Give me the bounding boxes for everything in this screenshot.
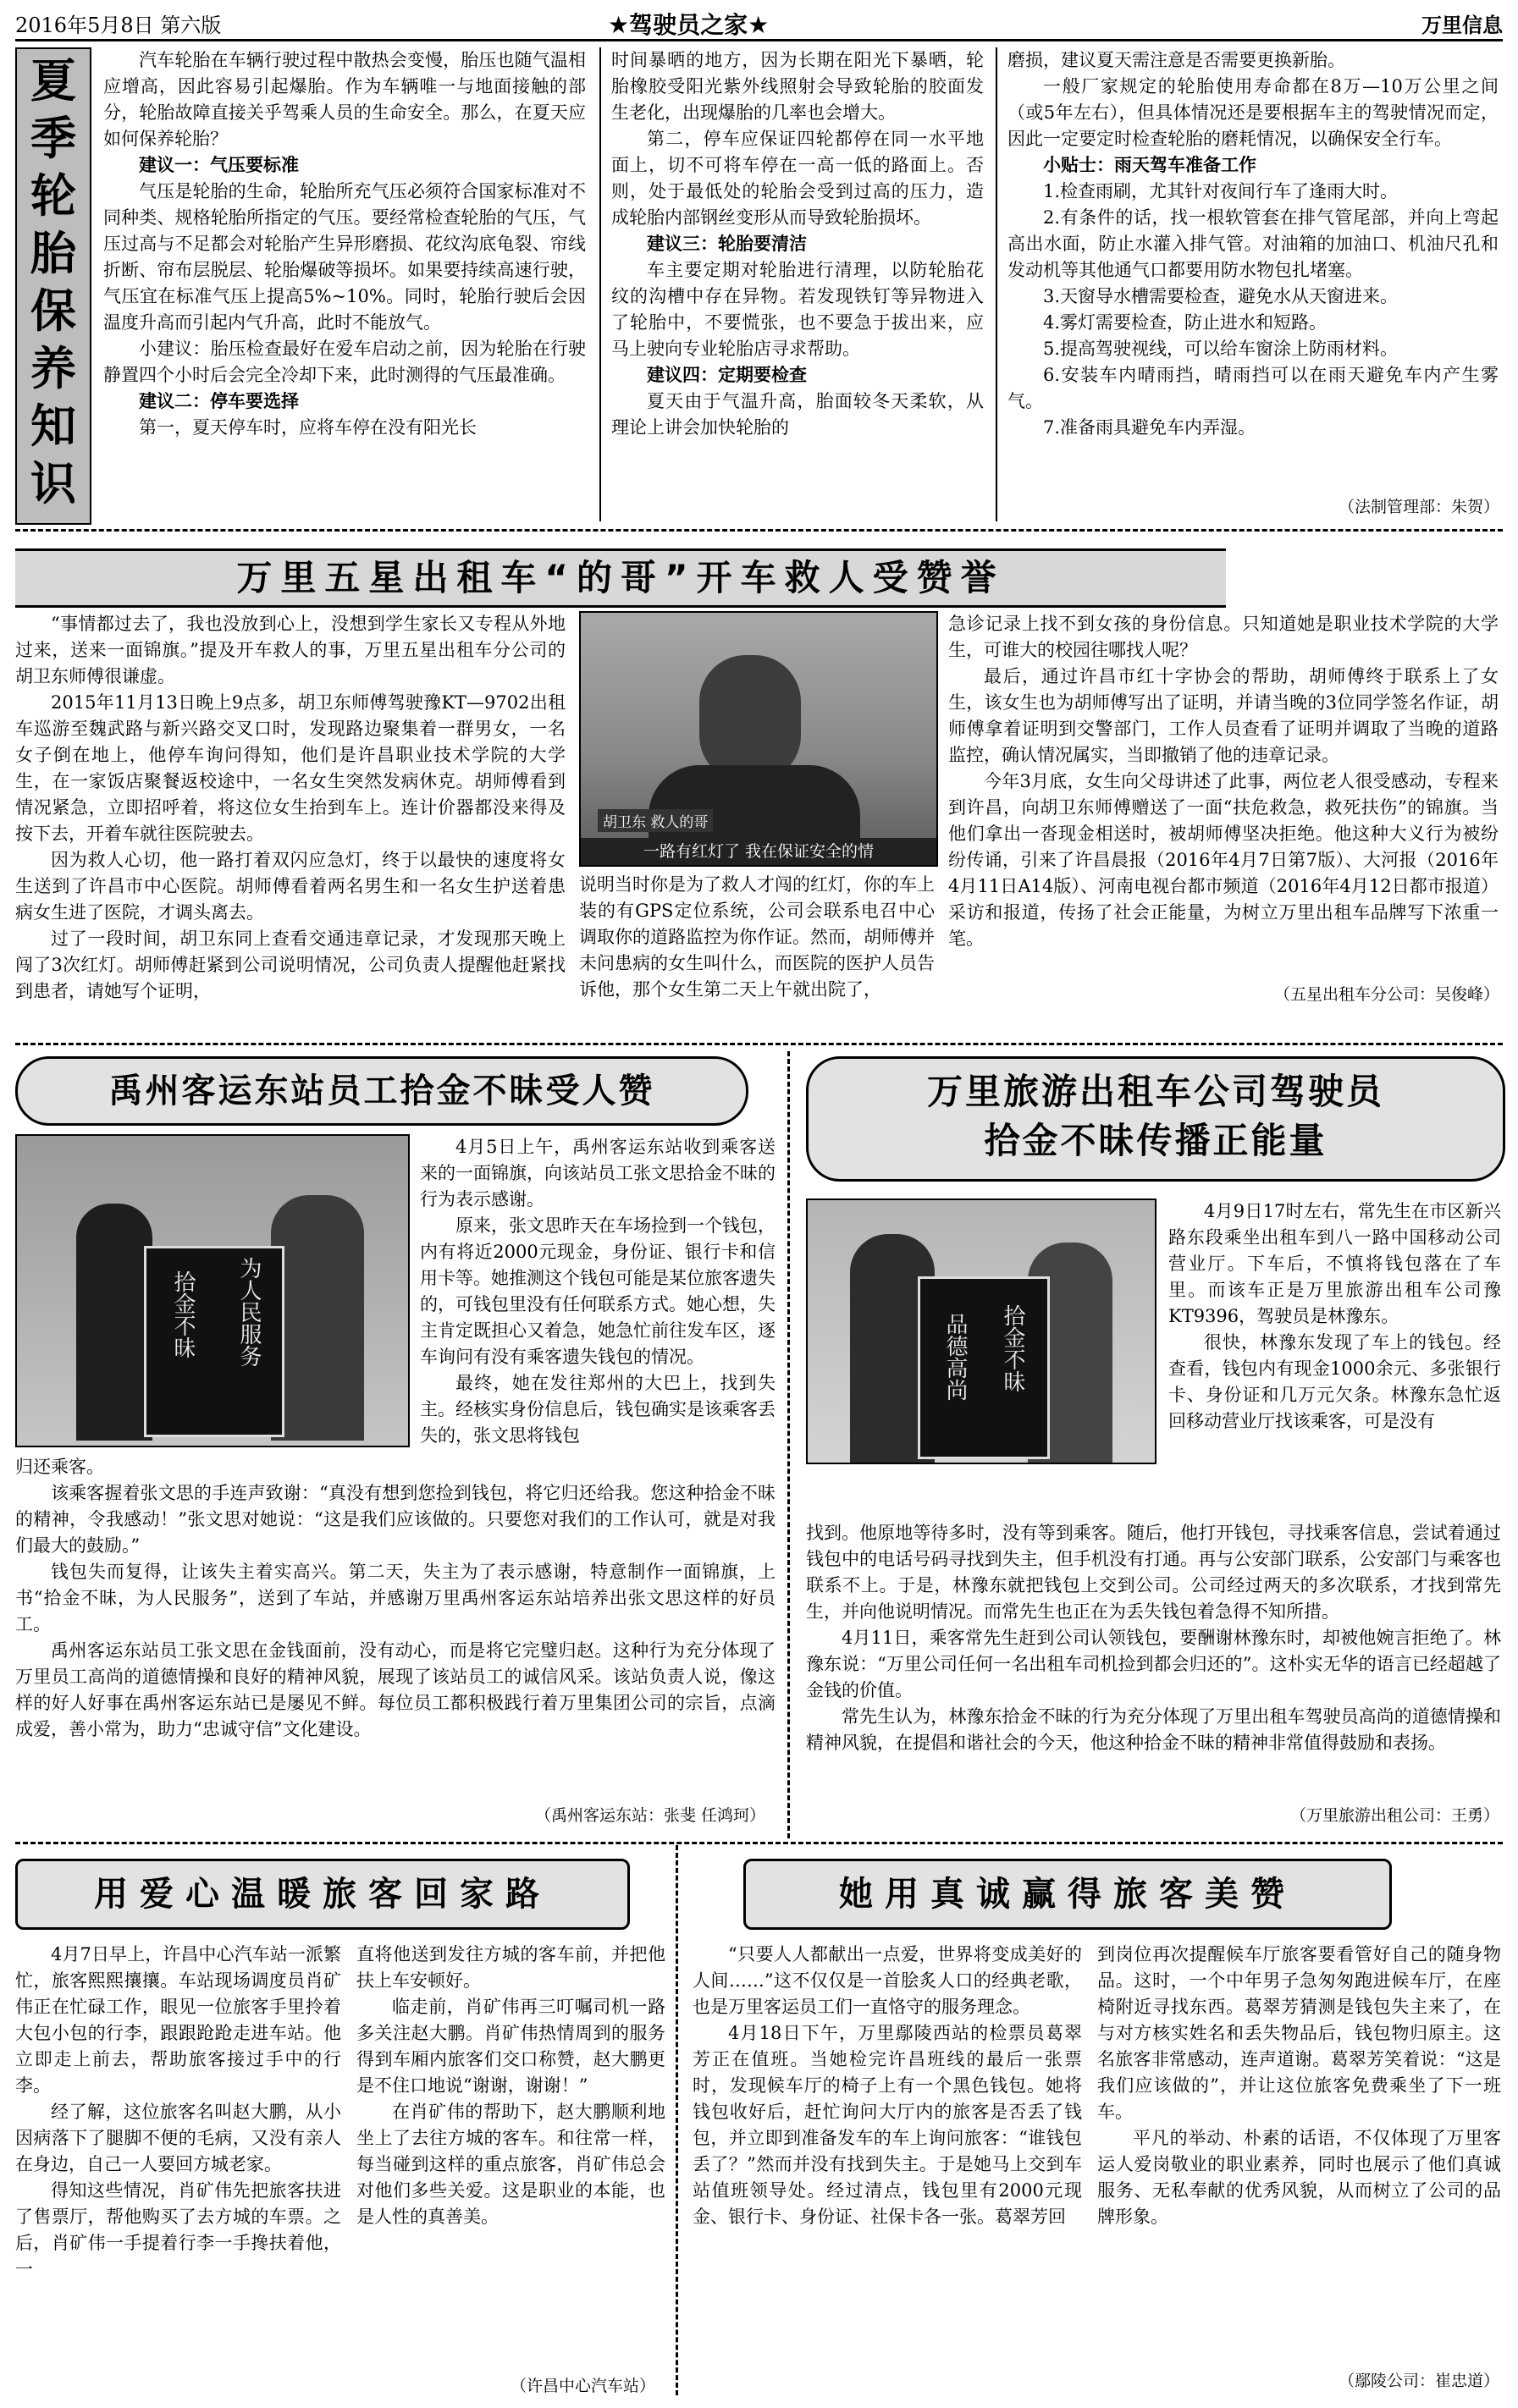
paragraph: 一般厂家规定的轮胎使用寿命都在8万—10万公里之间（或5年左右），但具体情况还是要根据车主的驾驶情况而定，因此一定要定时检查轮胎的磨耗情况，以确保安全行车。	[1007, 76, 1499, 149]
article4-title-line2: 拾金不昧传播正能量	[984, 1120, 1328, 1161]
paragraph: 平凡的举动、朴素的话语，不仅体现了万里客运人爱岗敬业的职业素养，同时也展示了他们真诚服务、无私奉献的优秀风貌，从而树立了公司的品牌形象。	[1097, 2128, 1501, 2227]
paragraph: 因为救人心切，他一路打着双闪应急灯，终于以最快的速度将女生送到了许昌市中心医院。胡师傅看着两名男生和一名女生护送着患病女生进了医院，才调头离去。	[15, 850, 566, 923]
article-yuzhou-station	[15, 1056, 777, 1825]
paragraph: 最终，她在发往郑州的大巴上，找到失主。经核实身份信息后，钱包确实是该乘客丢失的，张文思将钱包	[420, 1373, 776, 1446]
article6-col1	[693, 1942, 1082, 2230]
article6-title-banner	[743, 1859, 1392, 1930]
paragraph: 直将他送到发往方城的客车前，并把他扶上车安顿好。	[356, 1944, 665, 1991]
pennant-text-left: 品德高尚	[942, 1313, 968, 1401]
paragraph: “事情都过去了，我也没放到心上，没想到学生家长又专程从外地过来，送来一面锦旗。”提及开车救人的事，万里五星出租车分公司的胡卫东师傅很谦虚。	[15, 614, 566, 686]
paragraph: 找到。他原地等待多时，没有等到乘客。随后，他打开钱包，寻找乘客信息，尝试着通过钱包中的电话号码寻找到失主，但手机没有打通。再与公安部门联系，公安部门与乘客也联系不上。于是，林豫东就把钱包上交到公司。公司经过两天的多次联系，才找到常先生，并向他说明情况。而常先生也正在为丢失钱包着急得不知所措。	[806, 1523, 1501, 1622]
article3-body	[15, 1454, 776, 1743]
paragraph: 该乘客握着张文思的手连声致谢：“真没有想到您捡到钱包，将它归还给我。您这种拾金不昧的精神，令我感动！”张文思对她说：“这是我们应该做的。只要您对我们的工作认可，就是对我们最大的鼓励。”	[15, 1483, 776, 1556]
person-right-figure	[271, 1195, 364, 1441]
paragraph: 今年3月底，女生向父母讲述了此事，两位老人很受感动，专程来到许昌，向胡卫东师傅赠送了一面“扶危救急，救死扶伤”的锦旗。当他们拿出一沓现金相送时，被胡师傅坚决拒绝。他这种大义行为被纷纷传诵，引来了许昌晨报（2016年4月7日第7版）、大河报（2016年4月11日A14版）、河南电视台都市频道（2016年4月12日都市报道）采访和报道，传扬了社会正能量，为树立万里出租车品牌写下浓重一笔。	[948, 771, 1499, 949]
paragraph: 夏天由于气温升高，胎面较冬天柔软，从理论上讲会加快轮胎的	[611, 391, 984, 438]
article5-title: 用爱心温暖旅客回家路	[94, 1875, 551, 1914]
paragraph: 4月11日，乘客常先生赶到公司认领钱包，要酬谢林豫东时，却被他婉言拒绝了。林豫东说：“万里公司任何一名出租车司机捡到都会归还的”。这朴实无华的语言已经超越了金钱的价值。	[806, 1628, 1501, 1700]
paragraph: 4月7日早上，许昌中心汽车站一派繁忙，旅客熙熙攘攘。车站现场调度员肖矿伟正在忙碌工作，眼见一位旅客手里拎着大包小包的行李，跟跟跄跄走进车站。他立即走上前去，帮助旅客接过手中的行李。	[15, 1944, 341, 2096]
pennant-text-right: 为人民服务	[236, 1257, 262, 1367]
article5-title-banner	[15, 1859, 630, 1930]
section-divider-vertical-2	[676, 1845, 678, 2395]
paragraph: 4月18日下午，万里鄢陵西站的检票员葛翠芳正在值班。当她检完许昌班线的最后一张票时，发现候车厅的椅子上有一个黑色钱包。她将钱包收好后，赶忙询问大厅内的旅客是否丢了钱包，并立即到准备发车的车上询问旅客：“谁钱包丢了？”然而并没有找到失主。于是她马上交到车站值班领导处。经过清点，钱包里有2000元现金、银行卡、身份证、社保卡各一张。葛翠芳回	[693, 2023, 1082, 2227]
article3-col-right	[420, 1134, 776, 1449]
section-divider-2	[15, 1043, 1503, 1045]
paragraph: 禹州客运东站员工张文思在金钱面前，没有动心，而是将它完璧归赵。这种行为充分体现了万里员工高尚的道德情操和良好的精神风貌，展现了该站员工的诚信风采。该站负责人说，像这样的好人好事在禹州客运东站已是屡见不鲜。每位员工都积极践行着万里集团公司的宗旨，点滴成爱，善小常为，助力“忠诚守信”文化建设。	[15, 1640, 776, 1739]
article3-title: 禹州客运东站员工拾金不昧受人赞	[108, 1072, 655, 1110]
article4-body	[806, 1520, 1501, 1756]
paragraph: 7.准备雨具避免车内弄湿。	[1043, 417, 1256, 438]
paragraph: 在肖矿伟的帮助下，赵大鹏顺利地坐上了去往方城的客车。和往常一样，每当碰到这样的重点旅客，肖矿伟总会对他们多些关爱。这是职业的本能，也是人性的真善美。	[356, 2102, 665, 2227]
paragraph: 最后，通过许昌市红十字协会的帮助，胡师傅终于联系上了女生，该女生也为胡师傅写出了证明，并请当晚的3位同学签名作证，胡师傅拿着证明到交警部门，工作人员查看了证明并调取了当晚的道路监控，确认情况属实，当即撤销了他的违章记录。	[948, 666, 1499, 765]
article6-col2	[1097, 1942, 1501, 2230]
paragraph: “只要人人都献出一点爱，世界将变成美好的人间……”这不仅仅是一首脍炙人口的经典老歌，也是万里客运员工们一直恪守的服务理念。	[693, 1944, 1082, 2017]
paragraph: 车主要定期对轮胎进行清理，以防轮胎花纹的沟槽中存在异物。若发现铁钉等异物进入了轮胎中，不要慌张，也不要急于拔出来，应马上驶向专业轮胎店寻求帮助。	[611, 260, 984, 359]
paragraph: 急诊记录上找不到女孩的身份信息。只知道她是职业技术学院的大学生，可谁大的校园往哪找人呢？	[948, 614, 1499, 660]
person-left-figure	[76, 1204, 152, 1441]
title-char: 季	[30, 112, 76, 165]
article-caring-passenger	[15, 1859, 667, 2400]
pennant-text-right: 拾金不昧	[1000, 1304, 1025, 1392]
subheading: 建议一：气压要标准	[139, 155, 299, 175]
article5-col1	[15, 1942, 341, 2283]
paragraph: 4月5日上午，禹州客运东站收到乘客送来的一面锦旗，向该站员工张文思拾金不昧的行为表示感谢。	[420, 1137, 776, 1210]
title-char: 夏	[30, 54, 76, 107]
paragraph: 很快，林豫东发现了车上的钱包。经查看，钱包内有现金1000余元、多张银行卡、身份证和几万元欠条。林豫东急忙返回移动营业厅找该乘客，可是没有	[1168, 1332, 1501, 1431]
header-brand: 万里信息	[1421, 13, 1503, 37]
title-char: 养	[30, 342, 76, 395]
photo-caption-strip: 一路有红灯了 我在保证安全的情	[581, 838, 936, 865]
subheading: 建议四：定期要检查	[647, 365, 807, 385]
title-char: 知	[30, 399, 76, 453]
subheading: 建议二：停车要选择	[139, 391, 299, 411]
paragraph: 临走前，肖矿伟再三叮嘱司机一路多关注赵大鹏。肖矿伟热情周到的服务得到车厢内旅客们交口称赞，赵大鹏更是不住口地说“谢谢，谢谢！”	[356, 1997, 665, 2096]
article3-title-banner	[15, 1056, 748, 1126]
article1-title-chars	[17, 49, 90, 513]
article4-title-banner	[806, 1056, 1505, 1182]
subheading: 小贴士：雨天驾车准备工作	[1043, 155, 1256, 175]
article-tourism-taxi	[806, 1056, 1503, 1825]
paragraph: 小建议：胎压检查最好在爱车启动之前，因为轮胎在行驶静置四个小时后会完全冷却下来，此时测得的气压最准确。	[103, 339, 586, 385]
paragraph: 2.有条件的话，找一根软管套在排气管尾部，并向上弯起高出水面，防止水灌入排气管。对油箱的加油口、机油尺孔和发动机等其他通气口都要用防水物包扎堵塞。	[1007, 207, 1499, 280]
article4-photo	[806, 1198, 1156, 1464]
paragraph: 6.安装车内晴雨挡，晴雨挡可以在雨天避免车内产生雾气。	[1007, 365, 1499, 411]
paragraph: 磨损，建议夏天需注意是否需要更换新胎。	[1007, 50, 1345, 70]
paragraph: 4月9日17时左右，常先生在市区新兴路东段乘坐出租车到八一路中国移动公司营业厅。下车后，不慎将钱包落在了车里。而该车正是万里旅游出租车公司豫KT9396，驾驶员是林豫东。	[1168, 1201, 1501, 1326]
article-summer-tire	[15, 47, 1503, 521]
paragraph: 汽车轮胎在车辆行驶过程中散热会变慢，胎压也随气温相应增高，因此容易引起爆胎。作为车辆唯一与地面接触的部分，轮胎故障直接关乎驾乘人员的生命安全。那么，在夏天应如何保养轮胎？	[103, 50, 586, 149]
article1-divider-2	[996, 47, 997, 521]
article2-title-banner	[15, 548, 1226, 608]
title-char: 识	[30, 457, 76, 510]
photo-caption-tag: 胡卫东 救人的哥	[598, 809, 713, 832]
article-taxi-rescue	[15, 611, 1503, 1051]
article1-title-vertical	[15, 47, 91, 525]
article1-col2	[611, 47, 984, 441]
article6-title: 她用真诚赢得旅客美赞	[839, 1875, 1296, 1914]
article2-signature: （五星出租车分公司：吴俊峰）	[1273, 985, 1499, 1004]
article2-col3	[948, 611, 1499, 952]
article4-col-right	[1168, 1198, 1501, 1435]
title-char: 保	[30, 284, 76, 338]
paragraph: 归还乘客。	[15, 1457, 104, 1477]
article1-signature: （法制管理部：朱贺）	[1338, 498, 1499, 516]
section-divider-1	[15, 529, 1503, 532]
article1-col3	[1007, 47, 1499, 441]
article1-divider-1	[599, 47, 601, 521]
paragraph: 到岗位再次提醒候车厅旅客要看管好自己的随身物品。这时，一个中年男子急匆匆跑进候车厅，在座椅附近寻找东西。葛翠芳猜测是钱包失主来了，在与对方核实姓名和丢失物品后，钱包物归原主。这名旅客非常感动，连声道谢。葛翠芳笑着说：“这是我们应该做的”，并让这位旅客免费乘坐了下一班车。	[1097, 1944, 1501, 2122]
award-pennant	[144, 1246, 284, 1437]
paragraph: 气压是轮胎的生命，轮胎所充气压必须符合国家标准对不同种类、规格轮胎所指定的气压。要经常检查轮胎的气压，气压过高与不足都会对轮胎产生异形磨损、花纹沟底龟裂、帘线折断、帘布层脱层、轮胎爆破等损坏。如果要持续高速行驶，气压宜在标准气压上提高5%~10%。同时，轮胎行驶后会因温度升高而引起内气升高，此时不能放气。	[103, 181, 586, 333]
article5-col2	[356, 1942, 665, 2230]
article1-col1	[103, 47, 586, 441]
article4-signature: （万里旅游出租公司：王勇）	[1289, 1806, 1499, 1825]
article2-title: 万里五星出租车“的哥”开车救人受赞誉	[236, 557, 1005, 598]
article4-title-line1: 万里旅游出租车公司驾驶员	[926, 1071, 1384, 1112]
title-char: 胎	[30, 227, 76, 280]
page-header	[15, 3, 1503, 37]
paragraph: 原来，张文思昨天在车场捡到一个钱包，内有将近2000元现金，身份证、银行卡和信用卡等。她推测这个钱包可能是某位旅客遗失的，可钱包里没有任何联系方式。她心想，失主肯定既担心又着急，她急忙前往发车区，逐车询问有没有乘客遗失钱包的情况。	[420, 1215, 776, 1367]
paragraph: 常先生认为，林豫东拾金不昧的行为充分体现了万里出租车驾驶员高尚的道德情操和精神风貌，在提倡和谐社会的今天，他这种拾金不昧的精神非常值得鼓励和表扬。	[806, 1706, 1501, 1753]
paragraph: 1.检查雨刷，尤其针对夜间行车了逢雨大时。	[1043, 181, 1399, 201]
article2-col2	[579, 872, 935, 1003]
award-pennant	[918, 1276, 1050, 1459]
article5-signature: （许昌中心汽车站）	[510, 2377, 655, 2395]
paragraph: 过了一段时间，胡卫东同上查看交通违章记录，才发现那天晚上闯了3次红灯。胡师傅赶紧到公司说明情况，公司负责人提醒他赶紧找到患者，请她写个证明，	[15, 928, 566, 1001]
driver-photo-face	[699, 655, 801, 782]
article-sincere-service	[693, 1859, 1503, 2400]
section-divider-3	[15, 1842, 1503, 1844]
paragraph: 经了解，这位旅客名叫赵大鹏，从小因病落下了腿脚不便的毛病，又没有亲人在身边，自己一人要回方城老家。	[15, 2102, 341, 2174]
paragraph: 第二，停车应保证四轮都停在同一水平地面上，切不可将车停在一高一低的路面上。否则，处于最低处的轮胎会受到过高的压力，造成轮胎内部钢丝变形从而导致轮胎损坏。	[611, 129, 984, 228]
subheading: 建议三：轮胎要清洁	[647, 234, 807, 254]
section-divider-vertical	[787, 1051, 790, 1838]
article6-signature: （鄢陵公司：崔忠道）	[1338, 2372, 1499, 2390]
title-char: 轮	[30, 169, 76, 223]
paragraph: 得知这些情况，肖矿伟先把旅客扶进了售票厅，帮他购买了去方城的车票。之后，肖矿伟一手提着行李一手搀扶着他，一	[15, 2180, 341, 2279]
paragraph: 5.提高驾驶视线，可以给车窗涂上防雨材料。	[1043, 339, 1399, 359]
paragraph: 时间暴晒的地方，因为长期在阳光下暴晒，轮胎橡胶受阳光紫外线照射会导致轮胎的胶面发生老化，出现爆胎的几率也会增大。	[611, 50, 984, 123]
paragraph: 第一，夏天停车时，应将车停在没有阳光长	[139, 417, 477, 438]
article3-signature: （禹州客运东站：张斐 任鸿珂）	[534, 1806, 765, 1825]
article2-photo	[579, 611, 938, 867]
paragraph: 4.雾灯需要检查，防止进水和短路。	[1043, 312, 1328, 333]
header-date-page: 2016年5月8日 第六版	[15, 14, 222, 37]
pennant-text-left: 拾金不昧	[170, 1270, 196, 1358]
header-column-title: ★驾驶员之家★	[608, 11, 770, 39]
paragraph: 2015年11月13日晚上9点多，胡卫东师傅驾驶豫KT—9702出租车巡游至魏武路与新兴路交叉口时，发现路边聚集着一群男女，一名女子倒在地上，他停车询问得知，他们是许昌职业技术学院的大学生，在一家饭店聚餐返校途中，一名女生突然发病休克。胡师傅看到情况紧急，立即招呼着，将这位女生抬到车上。连计价器都没来得及按下去，开着车就往医院驶去。	[15, 692, 566, 844]
article2-col1	[15, 611, 566, 1005]
paragraph: 3.天窗导水槽需要检查，避免水从天窗进来。	[1043, 286, 1399, 306]
paragraph: 钱包失而复得，让该失主着实高兴。第二天，失主为了表示感谢，特意制作一面锦旗，上书“拾金不昧，为人民服务”，送到了车站，并感谢万里禹州客运东站培养出张文思这样的好员工。	[15, 1562, 776, 1634]
article3-photo	[15, 1134, 410, 1447]
paragraph: 说明当时你是为了救人才闯的红灯，你的车上装的有GPS定位系统，公司会联系电召中心调取你的道路监控为你作证。然而，胡师傅并未问患病的女生叫什么，而医院的医护人员告诉他，那个女生第二天上午就出院了，	[579, 874, 935, 1000]
header-rule	[15, 39, 1503, 41]
